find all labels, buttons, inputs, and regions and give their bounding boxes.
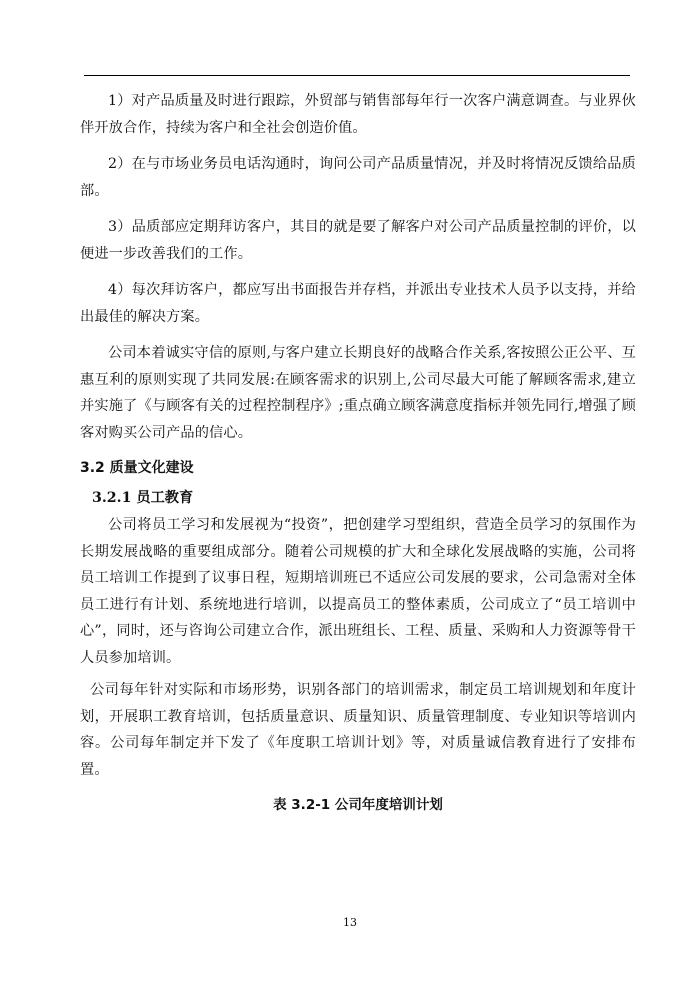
paragraph-item-3: 3）品质部应定期拜访客户，其目的就是要了解客户对公司产品质量控制的评价，以便进一步改善我们的工作。 bbox=[80, 219, 636, 262]
section-heading: 3.2 质量文化建设 bbox=[80, 460, 194, 476]
page-content bbox=[80, 88, 636, 817]
paragraph-employee-education: 公司将员工学习和发展视为“投资”，把创建学习型组织，营造全员学习的氛围作为长期发展战略的重要组成部分。随着公司规模的扩大和全球化发展战略的实施，公司将员工培训工作提到了议事日程，短期培训班已不适应公司发展的要求，公司急需对全体员工进行有计划、系统地进行培训，以提高员工的整体素质，公司成立了“员工培训中心”，同时，还与咨询公司建立合作，派出班组长、工程、质量、采购和人力资源等骨干人员参加培训。 bbox=[80, 517, 636, 666]
subsection-heading: 3.2.1 员工教育 bbox=[92, 490, 194, 506]
page-number: 13 bbox=[343, 916, 357, 929]
paragraph-item-1: 1）对产品质量及时进行跟踪，外贸部与销售部每年行一次客户满意调查。与业界伙伴开放合作，持续为客户和全社会创造价值。 bbox=[80, 93, 636, 136]
paragraph-item-4: 4）每次拜访客户，都应写出书面报告并存档，并派出专业技术人员予以支持，并给出最佳的解决方案。 bbox=[80, 282, 636, 325]
paragraph-item-2: 2）在与市场业务员电话沟通时，询问公司产品质量情况，并及时将情况反馈给品质部。 bbox=[80, 156, 636, 199]
header-rule bbox=[84, 75, 630, 76]
table-caption: 表 3.2-1 公司年度培训计划 bbox=[273, 797, 443, 813]
paragraph-customer-relations: 公司本着诚实守信的原则,与客户建立长期良好的战略合作关系,客按照公正公平、互惠互利的原则实现了共同发展:在顾客需求的识别上,公司尽最大可能了解顾客需求,建立并实施了《与顾客有关的过程控制程序》;重点确立顾客满意度指标并领先同行,增强了顾客对购买公司产品的信心。 bbox=[80, 345, 636, 441]
paragraph-training-plan: 公司每年针对实际和市场形势，识别各部门的培训需求，制定员工培训规划和年度计划，开展职工教育培训，包括质量意识、质量知识、质量管理制度、专业知识等培训内容。公司每年制定并下发了《年度职工培训计划》等，对质量诚信教育进行了安排布置。 bbox=[80, 682, 636, 778]
